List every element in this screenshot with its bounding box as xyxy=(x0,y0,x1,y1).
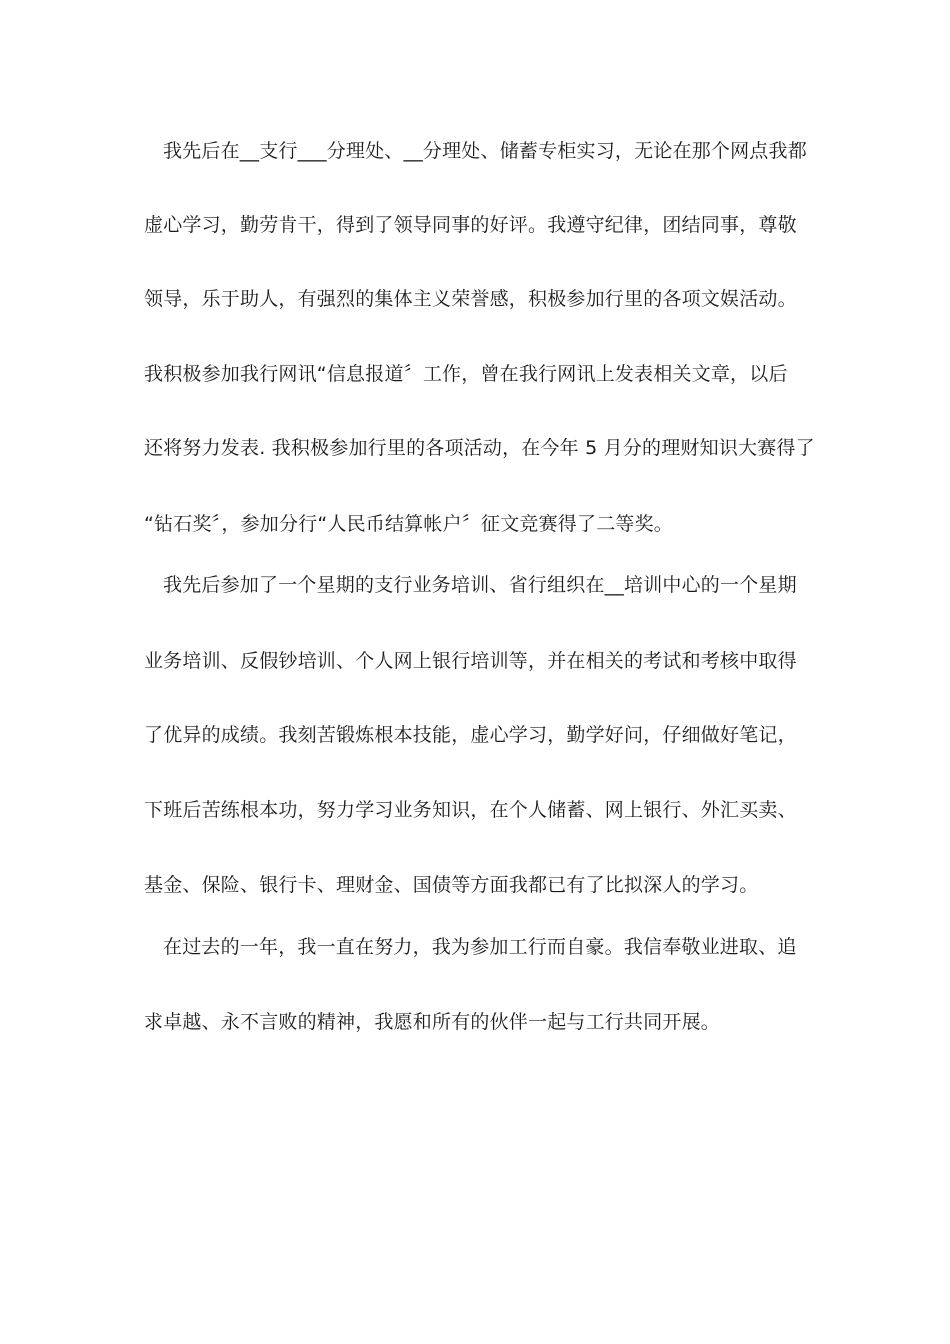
paragraph-3-line-2: 求卓越、永不言败的精神，我愿和所有的伙伴一起与工行共同开展。 xyxy=(144,1011,721,1033)
paragraph-3-line-1: 在过去的一年，我一直在努力，我为参加工行而自豪。我信奉敬业进取、追 xyxy=(163,936,797,958)
paragraph-2-line-3: 了优异的成绩。我刻苦锻炼根本技能，虚心学习，勤学好问，仔细做好笔记， xyxy=(144,724,797,746)
paragraph-2-line-5: 基金、保险、银行卡、理财金、国债等方面我都已有了比拟深人的学习。 xyxy=(144,874,759,896)
paragraph-1-line-3: 领导，乐于助人，有强烈的集体主义荣誉感，积极参加行里的各项文娱活动。 xyxy=(144,288,797,310)
paragraph-1-line-4: 我积极参加我行网讯“信息报道〞工作，曾在我行网讯上发表相关文章，以后 xyxy=(144,363,788,385)
paragraph-1-line-1: 我先后在__支行___分理处、__分理处、储蓄专柜实习，无论在那个网点我都 xyxy=(163,140,807,162)
paragraph-1-line-2: 虚心学习，勤劳肯干，得到了领导同事的好评。我遵守纪律，团结同事，尊敬 xyxy=(144,214,797,236)
paragraph-1-line-6: “钻石奖〞，参加分行“人民币结算帐户〞征文竞赛得了二等奖。 xyxy=(144,513,673,535)
paragraph-2-line-1: 我先后参加了一个星期的支行业务培训、省行组织在__培训中心的一个星期 xyxy=(163,574,797,596)
paragraph-1-line-5: 还将努力发表. 我积极参加行里的各项活动，在今年 5 月分的理财知识大赛得了 xyxy=(144,437,815,459)
paragraph-2-line-2: 业务培训、反假钞培训、个人网上银行培训等，并在相关的考试和考核中取得 xyxy=(144,650,797,672)
paragraph-2-line-4: 下班后苦练根本功，努力学习业务知识，在个人储蓄、网上银行、外汇买卖、 xyxy=(144,799,797,821)
